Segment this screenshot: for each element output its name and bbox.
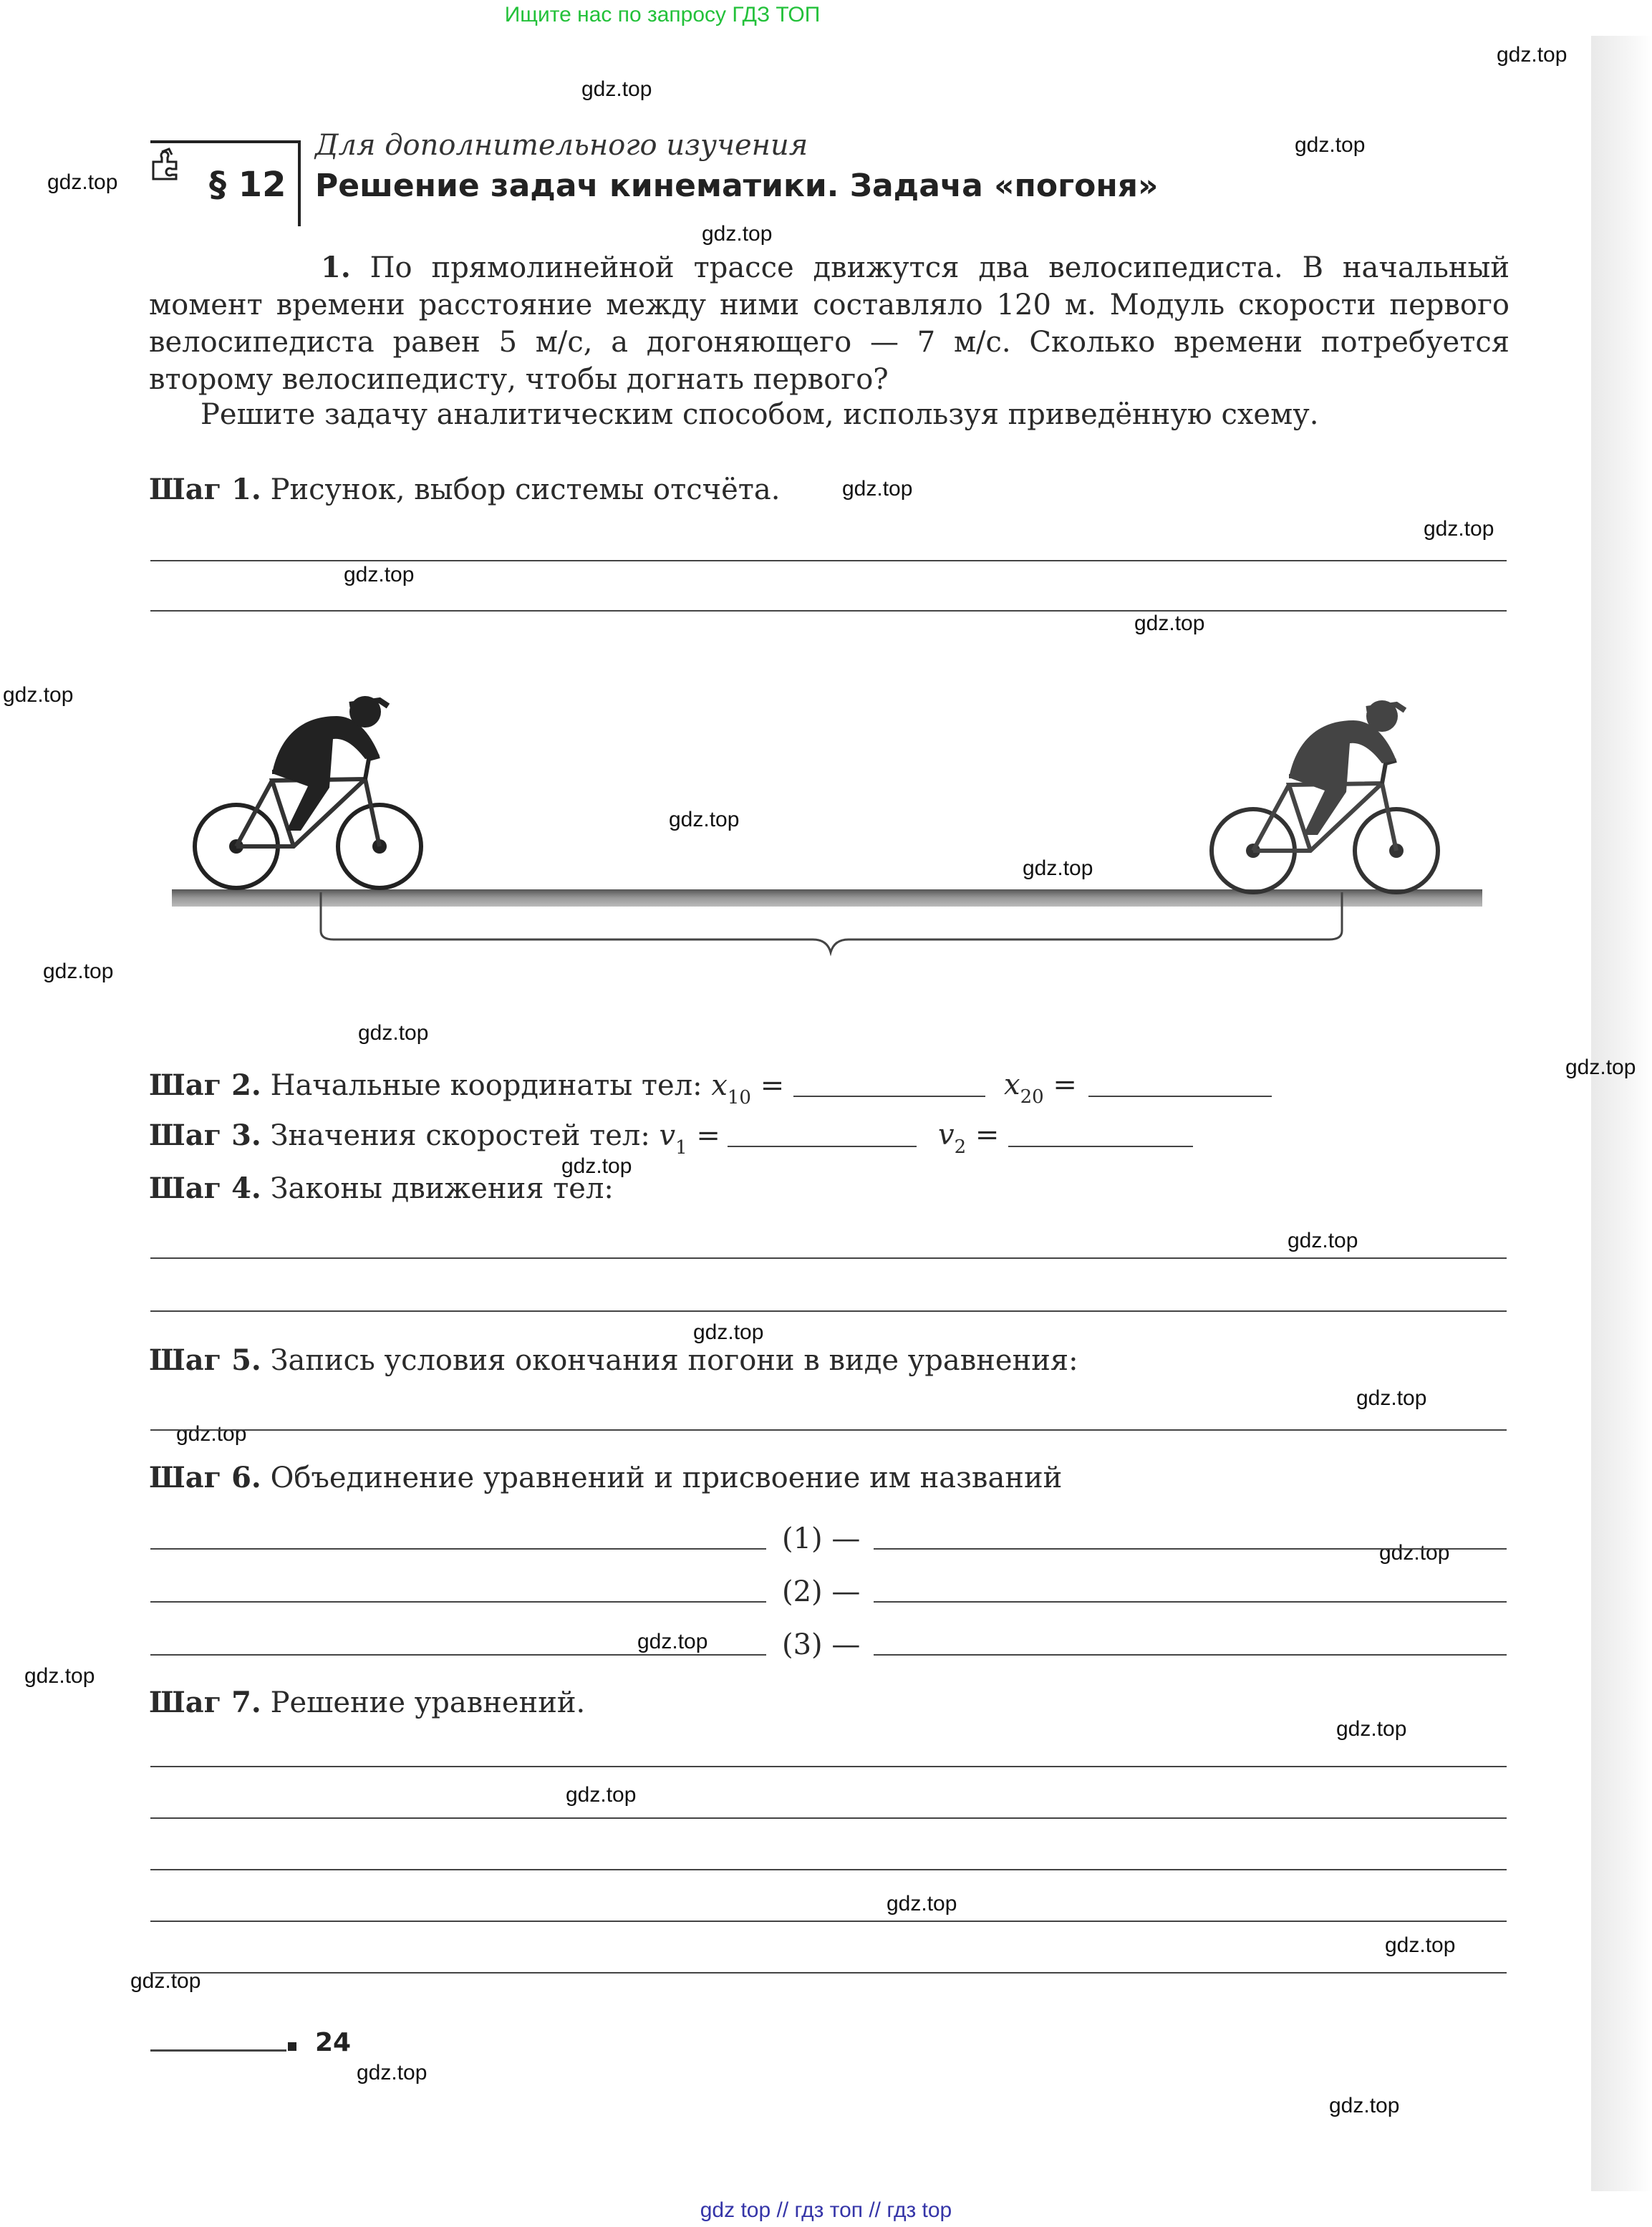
problem-text	[149, 249, 1509, 398]
step-text: Законы движения тел:	[270, 1172, 614, 1205]
equation-name-line-2[interactable]	[874, 1601, 1507, 1603]
problem-body: По прямолинейной трассе движутся два велосипедиста. В начальный момент времени расстояние между ними составляло 120 м. Модуль скорости первого велосипедиста равен 5 м/с, а догоняющего — 7 м/с. Сколько времени потребуется второму велосипедисту, чтобы догнать первого?	[149, 251, 1510, 396]
watermark: gdz.top	[1295, 133, 1366, 157]
step-label: Шаг 3.	[149, 1119, 261, 1152]
step-text: Начальные координаты тел:	[270, 1069, 702, 1102]
v1-symbol: $v_1$	[659, 1119, 687, 1159]
problem-instruction: Решите задачу аналитическим способом, используя приведённую схему.	[201, 398, 1319, 431]
answer-line[interactable]	[150, 1869, 1507, 1870]
watermark: gdz.top	[693, 1320, 764, 1344]
watermark: gdz.top	[561, 1154, 632, 1178]
watermark: gdz.top	[842, 477, 913, 501]
equation-2-label: (2) —	[782, 1575, 861, 1608]
watermark: gdz.top	[1356, 1386, 1427, 1410]
watermark: gdz.top	[1023, 856, 1093, 880]
watermark: gdz.top	[1134, 612, 1205, 635]
watermark: gdz.top	[3, 683, 74, 707]
answer-line[interactable]	[150, 610, 1507, 612]
answer-line[interactable]	[150, 560, 1507, 561]
watermark: gdz.top	[344, 563, 415, 586]
step-5	[149, 1343, 1078, 1377]
watermark: gdz.top	[1379, 1541, 1450, 1565]
step-4	[149, 1172, 614, 1205]
equation-line-1[interactable]	[150, 1548, 766, 1550]
watermark: gdz.top	[581, 77, 652, 101]
x10-symbol: $x_{10}$	[711, 1069, 751, 1108]
answer-line[interactable]	[150, 1817, 1507, 1819]
section-subtitle: Для дополнительного изучения	[315, 129, 808, 162]
page-rule	[150, 2049, 286, 2052]
watermark: gdz.top	[24, 1664, 95, 1688]
watermark: gdz.top	[887, 1892, 957, 1916]
step-text: Решение уравнений.	[270, 1686, 586, 1719]
step-text: Запись условия окончания погони в виде уравнения:	[270, 1344, 1078, 1377]
v2-label: $v_2$ =	[938, 1119, 1000, 1158]
x20-label: $x_{20}$ =	[1004, 1068, 1077, 1108]
equation-1-label: (1) —	[782, 1522, 861, 1555]
answer-line[interactable]	[150, 1257, 1507, 1259]
page-number: 24	[315, 2028, 352, 2057]
watermark: gdz.top	[47, 170, 118, 194]
watermark: gdz.top	[669, 808, 740, 831]
watermark: gdz.top	[358, 1021, 429, 1045]
step-label: Шаг 2.	[149, 1068, 261, 1102]
watermark: gdz.top	[357, 2061, 428, 2085]
equation-3-label: (3) —	[782, 1628, 861, 1661]
problem-number: 1.	[321, 251, 351, 284]
answer-blank-v1[interactable]	[728, 1146, 917, 1147]
watermark: gdz.top	[1424, 517, 1494, 541]
equals-sign: =	[760, 1069, 785, 1102]
answer-blank-x10[interactable]	[793, 1096, 985, 1097]
watermark: gdz.top	[1497, 43, 1568, 67]
step-label: Шаг 5.	[149, 1343, 261, 1377]
watermark: gdz.top	[1329, 2094, 1400, 2117]
step-label: Шаг 4.	[149, 1172, 261, 1205]
watermark: gdz.top	[1288, 1229, 1358, 1252]
section-title: Решение задач кинематики. Задача «погоня»	[315, 168, 1159, 204]
equation-name-line-1[interactable]	[874, 1548, 1507, 1550]
page-marker	[288, 2042, 296, 2051]
answer-blank-x20[interactable]	[1088, 1096, 1272, 1097]
step-3	[149, 1119, 720, 1159]
step-label: Шаг 1.	[149, 473, 261, 506]
watermark: gdz.top	[130, 1969, 201, 1993]
answer-line[interactable]	[150, 1429, 1507, 1431]
equation-line-3[interactable]	[150, 1654, 766, 1656]
step-text: Значения скоростей тел:	[270, 1119, 650, 1152]
watermark: gdz.top	[702, 222, 773, 246]
equation-name-line-3[interactable]	[874, 1654, 1507, 1656]
road	[172, 889, 1482, 907]
step-6	[149, 1461, 1062, 1494]
cyclists-illustration	[165, 687, 1489, 988]
step-label: Шаг 7.	[149, 1686, 261, 1719]
answer-line[interactable]	[150, 1766, 1507, 1767]
answer-line[interactable]	[150, 1972, 1507, 1974]
step-label: Шаг 6.	[149, 1461, 261, 1494]
footer-note[interactable]: gdz top // гдз топ // гдз top	[700, 2198, 952, 2222]
answer-blank-v2[interactable]	[1008, 1146, 1193, 1147]
equals-sign: =	[696, 1119, 720, 1152]
cyclist-first	[195, 696, 421, 888]
answer-line[interactable]	[150, 1310, 1507, 1312]
header-note[interactable]: Ищите нас по запросу ГДЗ ТОП	[504, 3, 821, 26]
watermark: gdz.top	[1565, 1055, 1636, 1079]
cyclist-second	[1212, 700, 1438, 892]
puzzle-icon	[148, 148, 182, 182]
watermark: gdz.top	[1336, 1717, 1407, 1741]
step-1	[149, 473, 780, 506]
answer-line[interactable]	[150, 1921, 1507, 1922]
step-text: Рисунок, выбор системы отсчёта.	[270, 473, 781, 506]
watermark: gdz.top	[1385, 1933, 1456, 1957]
section-number: § 12	[209, 165, 286, 205]
step-7	[149, 1686, 585, 1719]
page-edge-shadow	[1591, 36, 1652, 2191]
watermark: gdz.top	[43, 960, 114, 983]
step-2	[149, 1068, 784, 1108]
watermark: gdz.top	[566, 1783, 637, 1807]
watermark: gdz.top	[637, 1630, 708, 1653]
step-text: Объединение уравнений и присвоение им названий	[270, 1462, 1063, 1494]
watermark: gdz.top	[176, 1422, 247, 1446]
equation-line-2[interactable]	[150, 1601, 766, 1603]
